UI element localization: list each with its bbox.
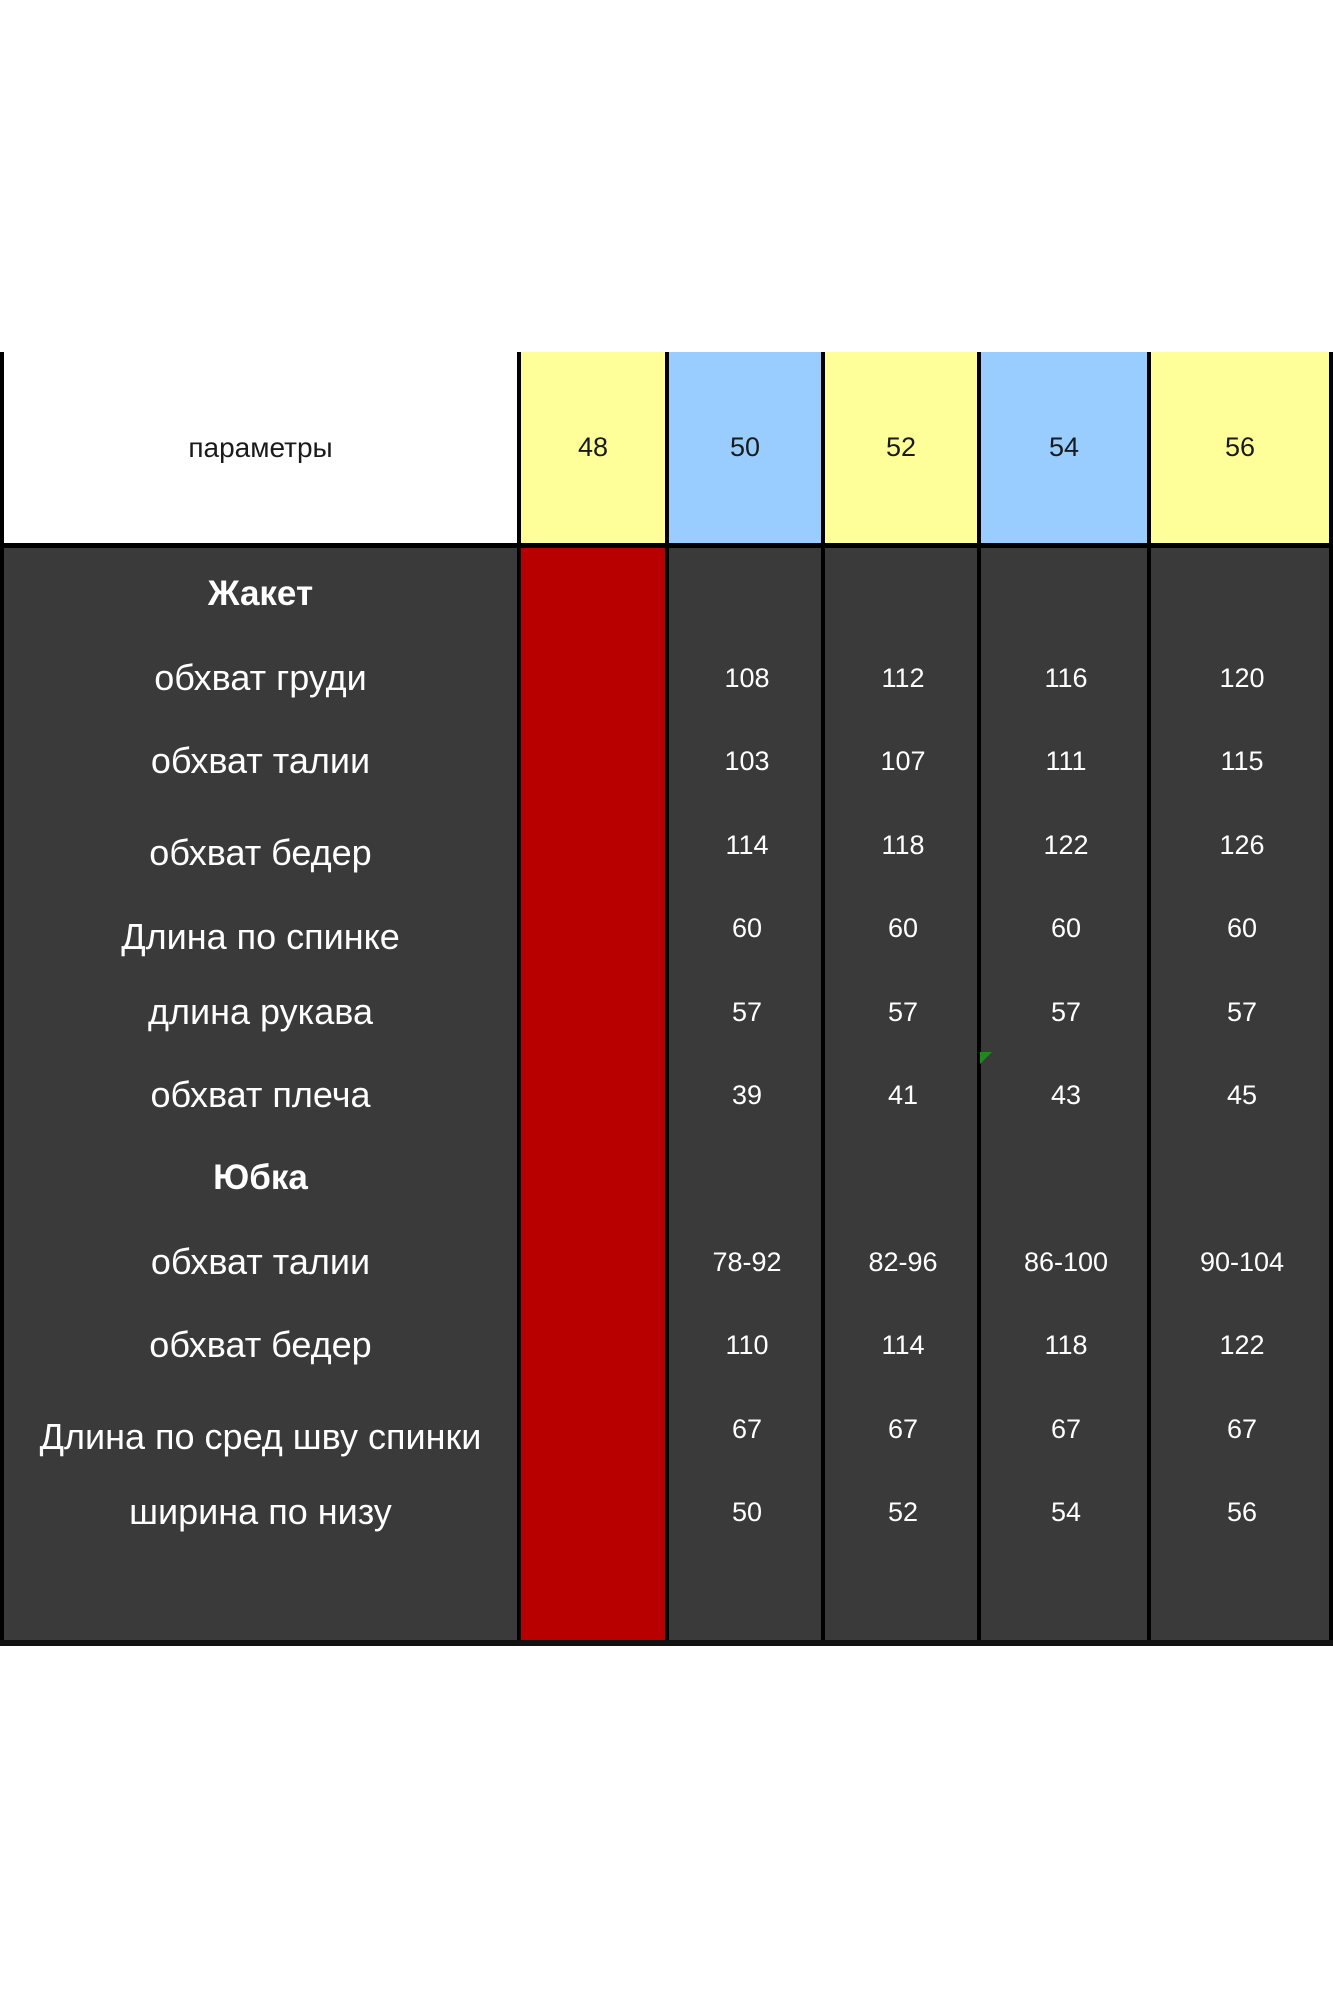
jacket-section-title: Жакет <box>207 574 314 613</box>
skirt-value-54: 86-100 <box>1023 1247 1109 1277</box>
jacket-value-50: 60 <box>731 913 763 943</box>
skirt-row-label: ширина по низу <box>129 1491 392 1532</box>
jacket-value-52: 112 <box>881 663 925 693</box>
skirt-section-title: Юбка <box>213 1158 308 1197</box>
jacket-value-56: 115 <box>1220 746 1264 776</box>
jacket-value-56: 126 <box>1219 830 1265 860</box>
skirt-value-56: 122 <box>1219 1330 1265 1360</box>
jacket-row-label: обхват груди <box>154 657 367 698</box>
skirt-value-52: 114 <box>881 1330 925 1360</box>
jacket-row-label: обхват бедер <box>149 832 372 873</box>
jacket-row-label: длина рукава <box>148 991 373 1032</box>
jacket-value-52: 57 <box>887 997 919 1027</box>
jacket-value-52: 41 <box>887 1080 919 1110</box>
jacket-value-54: 60 <box>1050 913 1082 943</box>
header-size-54 <box>981 352 1151 548</box>
skirt-value-54: 118 <box>1044 1330 1088 1360</box>
skirt-row-label: Длина по сред шву спинки <box>39 1416 482 1457</box>
skirt-value-54: 67 <box>1050 1414 1082 1444</box>
skirt-row-label: обхват бедер <box>149 1324 372 1365</box>
jacket-value-50: 57 <box>731 997 763 1027</box>
jacket-value-56: 120 <box>1219 663 1265 693</box>
jacket-value-56: 60 <box>1226 913 1258 943</box>
skirt-value-56: 67 <box>1226 1414 1258 1444</box>
size-50-text: 50 <box>729 432 761 462</box>
cell-comment-marker <box>980 1052 992 1064</box>
jacket-value-56: 45 <box>1226 1080 1258 1110</box>
skirt-value-50: 67 <box>731 1414 763 1444</box>
jacket-value-56: 57 <box>1226 997 1258 1027</box>
skirt-value-50: 110 <box>725 1330 769 1360</box>
skirt-row-label: обхват талии <box>150 1241 371 1282</box>
skirt-value-54: 54 <box>1050 1497 1082 1527</box>
skirt-value-52: 52 <box>887 1497 919 1527</box>
header-size-50 <box>669 352 825 548</box>
jacket-value-54: 43 <box>1050 1080 1082 1110</box>
jacket-value-50: 103 <box>724 746 770 776</box>
jacket-row-label: обхват талии <box>150 740 371 781</box>
size-56-text: 56 <box>1224 432 1256 462</box>
jacket-value-52: 118 <box>881 830 925 860</box>
params-label-text: параметры <box>188 431 333 463</box>
table-bottom-border <box>0 1640 1333 1646</box>
jacket-row-label: Длина по спинке <box>121 916 400 957</box>
size-48-text: 48 <box>577 432 609 462</box>
jacket-value-54: 116 <box>1044 663 1088 693</box>
skirt-value-52: 82-96 <box>868 1247 938 1277</box>
header-size-48 <box>521 352 669 548</box>
jacket-value-54: 111 <box>1045 746 1087 776</box>
skirt-value-56: 90-104 <box>1199 1247 1285 1277</box>
skirt-value-52: 67 <box>887 1414 919 1444</box>
jacket-row-label: обхват плеча <box>150 1074 371 1115</box>
skirt-value-50: 78-92 <box>712 1247 782 1277</box>
skirt-value-50: 50 <box>731 1497 763 1527</box>
size-54-text: 54 <box>1048 432 1080 462</box>
size-48-column <box>521 548 669 1644</box>
jacket-value-52: 107 <box>880 746 926 776</box>
jacket-value-54: 57 <box>1050 997 1082 1027</box>
jacket-value-50: 114 <box>725 830 769 860</box>
jacket-value-54: 122 <box>1043 830 1089 860</box>
jacket-value-52: 60 <box>887 913 919 943</box>
size-52-text: 52 <box>885 432 917 462</box>
jacket-value-50: 108 <box>724 663 770 693</box>
header-size-52 <box>825 352 981 548</box>
header-params-label <box>0 352 521 548</box>
header-size-56 <box>1151 352 1333 548</box>
jacket-value-50: 39 <box>731 1080 763 1110</box>
skirt-value-56: 56 <box>1226 1497 1258 1527</box>
